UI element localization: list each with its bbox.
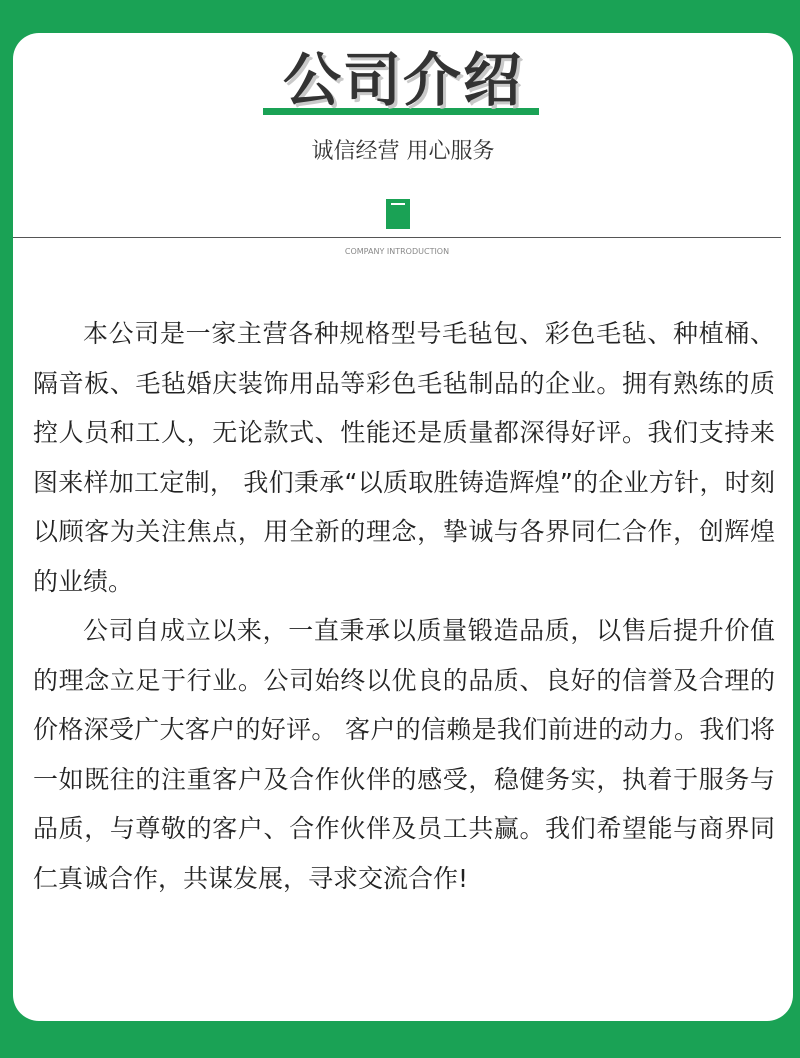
page-subtitle: 诚信经营 用心服务 xyxy=(311,139,495,164)
intro-paragraph: 公司自成立以来，一直秉承以质量锻造品质，以售后提升价值的理念立足于行业。公司始终以优良的品质、良好的信誉及合理的价格深受广大客户的好评。 客户的信赖是我们前进的动力。我们将一如既往的注重客户及合作伙伴的感受，稳健务实，执着于服务与品质，与尊敬的客户、合作伙伴及员工共赢。我们希望能与商界同仁真诚合作，共谋发展，寻求交流合作! xyxy=(33,616,775,893)
title-wrap xyxy=(13,45,793,115)
content-card xyxy=(13,33,793,1021)
intro-paragraph: 本公司是一家主营各种规格型号毛毡包、彩色毛毡、种植桶、隔音板、毛毡婚庆装饰用品等彩色毛毡制品的企业。拥有熟练的质控人员和工人，无论款式、性能还是质量都深得好评。我们支持来图来样加工定制， 我们秉承“以质取胜铸造辉煌”的企业方针，时刻以顾客为关注焦点，用全新的理念，挚诚与各界同仁合作，创辉煌的业绩。 xyxy=(33,319,775,596)
section-caption: COMPANY INTRODUCTION xyxy=(344,247,450,256)
page-title: 公司介绍 xyxy=(282,46,523,114)
intro-text xyxy=(33,309,775,903)
divider xyxy=(13,237,781,238)
section-marker-line xyxy=(391,203,405,205)
